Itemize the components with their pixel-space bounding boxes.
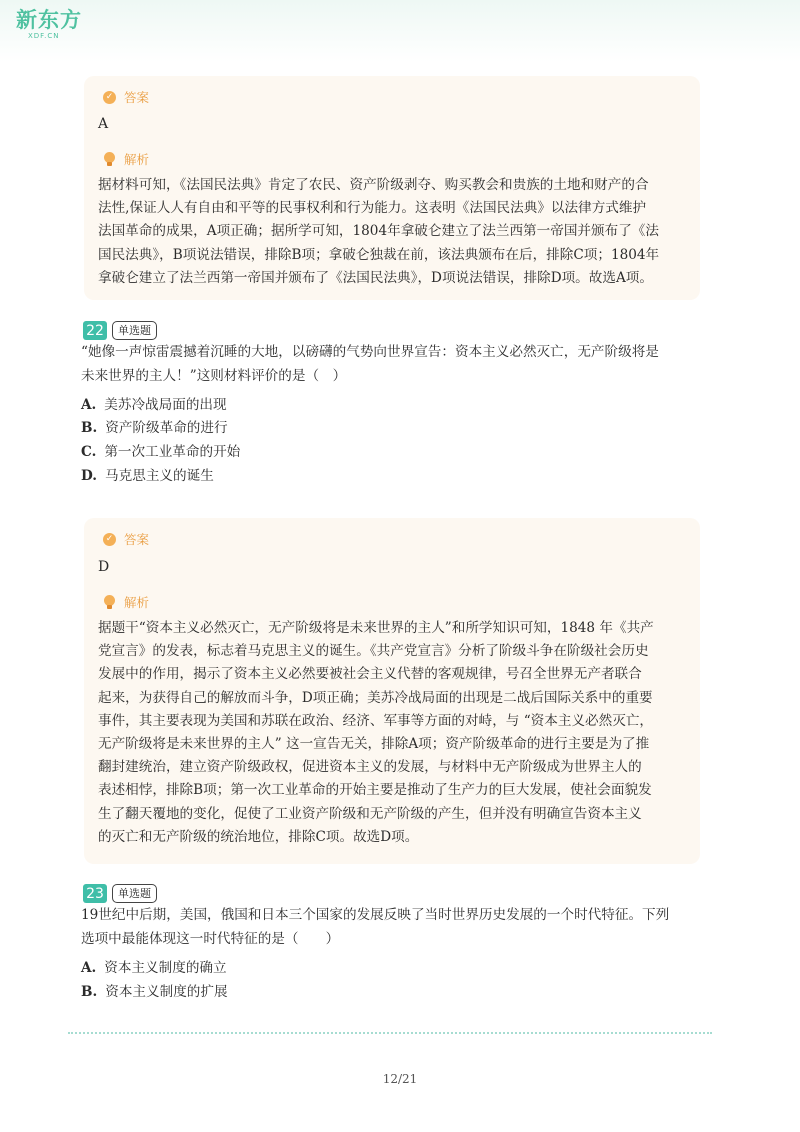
option-b <box>81 982 228 1002</box>
option-d <box>81 466 214 486</box>
lightbulb-icon <box>103 595 116 610</box>
question-type-tag: 单选题 <box>112 884 157 903</box>
logo-sub-text: XDF.CN <box>28 32 60 40</box>
analysis-line: 党宣言》的发表，标志着马克思主义的诞生。《共产党宣言》分析了阶级斗争在阶级社会历史 <box>98 643 649 660</box>
stem-line: 选项中最能体现这一时代特征的是（ ） <box>81 930 340 947</box>
analysis-label <box>103 593 149 611</box>
option-text: 资本主义制度的确立 <box>104 960 227 976</box>
option-text: 第一次工业革命的开始 <box>104 444 241 460</box>
question-number-badge: 23 <box>83 884 107 903</box>
check-badge-icon: ✓ <box>103 533 116 546</box>
stem-line: 未来世界的主人！”这则材料评价的是（ ） <box>81 367 347 384</box>
logo-text: 新东方 <box>16 8 82 32</box>
analysis-line: 的灭亡和无产阶级的统治地位，排除C项。故选D项。 <box>98 828 419 845</box>
option-text: 资产阶级革命的进行 <box>105 420 228 436</box>
check-badge-icon: ✓ <box>103 91 116 104</box>
analysis-line: 据题干“资本主义必然灭亡，无产阶级将是未来世界的主人”和所学知识可知，1848 年《共产 <box>98 620 654 636</box>
answer-label <box>103 88 149 106</box>
analysis-line: 事件，其主要表现为美国和苏联在政治、经济、军事等方面的对峙，与 “资本主义必然灭亡， <box>98 712 654 729</box>
stem-line: “她像一声惊雷震撼着沉睡的大地，以磅礴的气势向世界宣告：资本主义必然灭亡，无产阶级将是 <box>81 344 659 360</box>
analysis-line: 发展中的作用，揭示了资本主义必然要被社会主义代替的客观规律，号召全世界无产者联合 <box>98 666 642 683</box>
stem-line: 19世纪中后期，美国，俄国和日本三个国家的发展反映了当时世界历史发展的一个时代特征。下列 <box>81 907 670 923</box>
analysis-line: 无产阶级将是未来世界的主人” 这一宣告无关，排除A项；资产阶级革命的进行主要是为了推 <box>98 735 650 752</box>
analysis-line: 表述相悖，排除B项；第一次工业革命的开始主要是推动了生产力的巨大发展，使社会面貌发 <box>98 782 652 799</box>
question-header-23 <box>83 884 157 903</box>
option-text: 美苏冷战局面的出现 <box>104 397 227 413</box>
dotted-divider <box>68 1032 712 1034</box>
option-b <box>81 418 228 438</box>
option-text: 资本主义制度的扩展 <box>105 984 228 1000</box>
lightbulb-icon <box>103 152 116 167</box>
option-a <box>81 395 227 415</box>
analysis-line: 起来，为获得自己的解放而斗争，D项正确；美苏冷战局面的出现是二战后国际关系中的重要 <box>98 689 653 706</box>
option-letter: A. <box>81 960 97 976</box>
question-stem <box>81 904 701 951</box>
analysis-text <box>98 174 694 290</box>
option-letter: B. <box>81 984 98 1000</box>
header-band <box>0 0 800 62</box>
analysis-label-text: 解析 <box>124 595 150 610</box>
answer-label-text: 答案 <box>124 90 150 105</box>
answer-label-text: 答案 <box>124 532 150 547</box>
analysis-line: 拿破仑建立了法兰西第一帝国并颁布了《法国民法典》，D项说法错误，排除D项。故选A项。 <box>98 269 653 286</box>
question-header-22 <box>83 321 157 340</box>
page-number: 12/21 <box>382 1072 418 1086</box>
option-letter: B. <box>81 420 98 436</box>
analysis-line: 据材料可知，《法国民法典》肯定了农民、资产阶级剥夺、购买教会和贵族的土地和财产的合 <box>98 177 649 193</box>
analysis-line: 法国革命的成果，A项正确；据所学可知，1804年拿破仑建立了法兰西第一帝国并颁布了《法 <box>98 223 659 240</box>
analysis-label-text: 解析 <box>124 152 150 167</box>
analysis-line: 生了翻天覆地的变化，促使了工业资产阶级和无产阶级的产生，但并没有明确宣告资本主义 <box>98 805 642 822</box>
answer-box-q22 <box>84 518 700 864</box>
answer-box-q21 <box>84 76 700 300</box>
question-number-badge: 22 <box>83 321 107 340</box>
answer-value: D <box>98 559 110 575</box>
option-text: 马克思主义的诞生 <box>105 468 214 484</box>
option-letter: D. <box>81 468 98 484</box>
question-type-tag: 单选题 <box>112 321 157 340</box>
option-letter: A. <box>81 397 97 413</box>
question-stem <box>81 341 701 388</box>
xdf-logo <box>16 8 82 40</box>
option-a <box>81 958 227 978</box>
analysis-line: 国民法典》，B项说法错误，排除B项；拿破仑独裁在前，该法典颁布在后，排除C项；1804年 <box>98 246 660 263</box>
analysis-text <box>98 617 694 849</box>
analysis-label <box>103 150 149 168</box>
option-letter: C. <box>81 444 97 460</box>
answer-label <box>103 530 149 548</box>
analysis-line: 翻封建统治，建立资产阶级政权，促进资本主义的发展，与材料中无产阶级成为世界主人的 <box>98 759 642 776</box>
answer-value: A <box>98 116 109 132</box>
analysis-line: 法性,保证人人有自由和平等的民事权利和行为能力。这表明《法国民法典》以法律方式维护 <box>98 200 647 217</box>
option-c <box>81 442 240 462</box>
